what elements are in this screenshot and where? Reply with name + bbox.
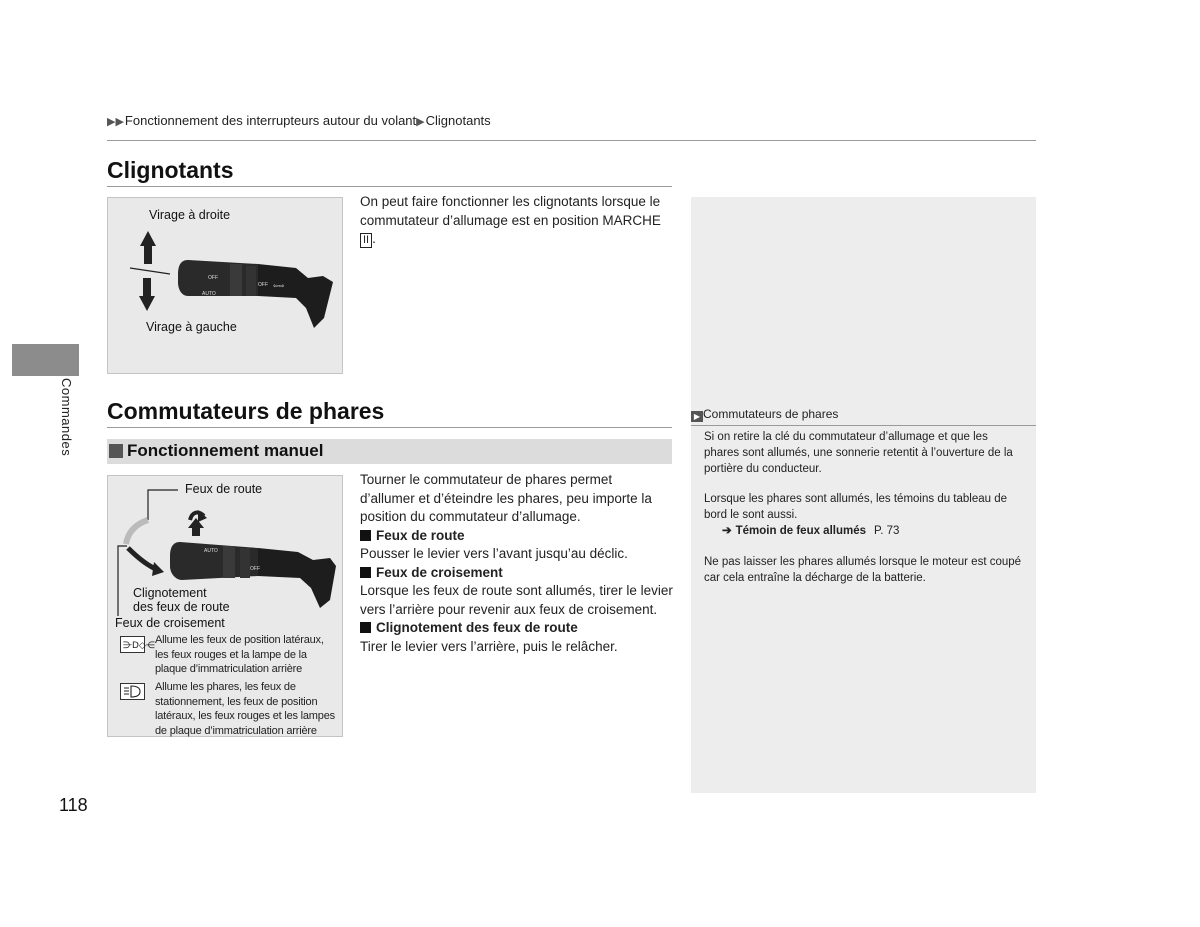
turn-signal-lever-illustration	[108, 198, 342, 373]
note-paragraph-3: Ne pas laisser les phares allumés lorsque le moteur est coupé car cela entraîne la décharge de la batterie.	[704, 556, 1022, 584]
subsection-title: Fonctionnement manuel	[127, 441, 324, 460]
note-heading: ▶ Commutateurs de phares	[691, 407, 838, 422]
headlight-text: Tourner le commutateur de phares permet d’allumer et d’éteindre les phares, peu importe la position du commutateur d’allumage. Feux de route Pousser le levier vers l’avant jusqu’au déclic. Feux de croisement Lorsque les feux de route sont allumés, tirer le levier vers l’arrière pour revenir aux feux de croisement. Clignotement des feux de route Tirer le levier vers l’arrière, puis le relâcher.	[360, 471, 678, 656]
label-left-turn: Virage à gauche	[146, 320, 237, 334]
item-title-flash: Clignotement des feux de route	[360, 619, 678, 638]
off-label-small-3: OFF	[250, 566, 260, 572]
subsection-square-icon	[109, 444, 123, 458]
section-rule-2	[107, 427, 672, 428]
top-divider	[107, 140, 1036, 141]
square-bullet-icon	[360, 530, 371, 541]
headlight-lever-illustration	[108, 476, 342, 636]
off-label-small-2: OFF	[258, 282, 268, 288]
note-icon: ▶	[691, 411, 703, 422]
arrow-icon: ▶	[416, 116, 425, 128]
parking-lights-desc: Allume les feux de position latéraux, les feux rouges et la lampe de la plaque d’immatriculation arrière	[155, 634, 324, 675]
xref-arrow-icon: ➔	[722, 525, 732, 537]
label-high-beam: Feux de route	[185, 482, 263, 496]
section-rule	[107, 186, 672, 187]
label-right-turn: Virage à droite	[149, 208, 231, 222]
auto-label-small: AUTO	[202, 291, 216, 297]
double-arrow-icon: ▶▶	[107, 116, 124, 128]
ignition-position-symbol: II	[360, 233, 372, 248]
note-rule	[691, 425, 1036, 426]
off-label-small: OFF	[208, 275, 218, 281]
headlight-figure	[107, 475, 343, 737]
turn-signal-figure	[107, 197, 343, 374]
cross-reference[interactable]: ➔ Témoin de feux allumés P. 73	[722, 525, 900, 537]
square-bullet-icon	[360, 567, 371, 578]
auto-label-small-2: AUTO	[204, 548, 218, 554]
chapter-tab	[12, 344, 79, 376]
breadcrumb-part1[interactable]: Fonctionnement des interrupteurs autour du volant	[124, 113, 417, 128]
item-title-high-beam: Feux de route	[360, 527, 678, 546]
chapter-label: Commandes	[59, 378, 74, 457]
breadcrumb-part2[interactable]: Clignotants	[425, 113, 491, 128]
square-bullet-icon	[360, 622, 371, 633]
parking-lights-icon	[120, 636, 155, 653]
headlights-icon	[120, 683, 145, 700]
label-low-beam: Feux de croisement	[115, 616, 225, 630]
svg-text:⋺D◇⋲: ⋺D◇⋲	[123, 641, 155, 651]
label-flash-2: des feux de route	[133, 600, 230, 614]
headlights-desc: Allume les phares, les feux de stationnement, les feux de position latéraux, les feux rouges et les lampes de plaque d’immatriculation arrière	[155, 681, 335, 737]
breadcrumb	[107, 113, 491, 128]
note-paragraph-1: Si on retire la clé du commutateur d’allumage et que les phares sont allumés, une sonnerie retentit à l’ouverture de la portière du conducteur.	[704, 431, 1013, 475]
label-flash-1: Clignotement	[133, 586, 207, 600]
note-paragraph-2: Lorsque les phares sont allumés, les témoins du tableau de bord le sont aussi.	[704, 493, 1008, 521]
item-title-low-beam: Feux de croisement	[360, 564, 678, 583]
page-number: 118	[59, 795, 88, 815]
section-title-clignotants: Clignotants	[107, 157, 234, 183]
turn-signal-text: On peut faire fonctionner les clignotants lorsque le commutateur d’allumage est en position MARCHE II .	[360, 194, 661, 246]
svg-text:⇦⇨: ⇦⇨	[273, 282, 285, 290]
section-title-phares: Commutateurs de phares	[107, 398, 385, 424]
subsection-header	[107, 439, 672, 464]
